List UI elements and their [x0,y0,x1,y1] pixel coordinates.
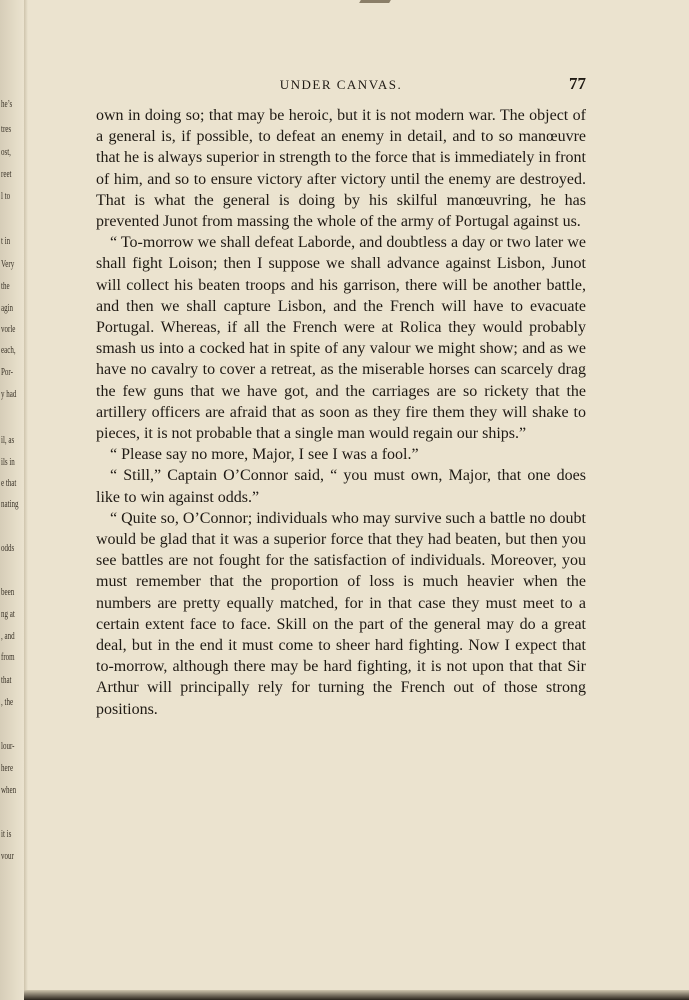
margin-fragment: the [1,281,10,292]
margin-fragment: that [1,675,12,686]
margin-fragment: ost, [1,147,11,158]
margin-fragment: Very [1,259,15,270]
margin-fragment: odds [1,543,15,554]
margin-fragment: he’s [1,99,13,110]
margin-fragment: when [1,785,17,796]
page-header [96,74,586,94]
margin-fragment: each, [1,345,16,356]
margin-fragment: , the [1,697,14,708]
top-edge-mark [359,0,391,3]
margin-fragment: y had [1,389,17,400]
margin-fragment: been [1,587,15,598]
margin-fragment: agin [1,303,14,314]
margin-fragment: reet [1,169,12,180]
page-bottom-edge [24,990,689,1000]
margin-fragment: e that [1,478,17,489]
page-fold-shadow [24,0,28,1000]
facing-page-text-fragments [0,0,24,1000]
page-number: 77 [569,74,586,93]
margin-fragment: , and [1,631,15,642]
running-head: UNDER CANVAS. [279,77,403,92]
margin-fragment: Por- [1,367,13,378]
body-text [96,105,586,720]
margin-fragment: vour [1,851,14,862]
paragraph: “ Still,” Captain O’Connor said, “ you must own, Major, that one does like to win against odds.” [96,467,586,506]
paragraph: “ To-morrow we shall defeat Laborde, and doubtless a day or two later we shall fight Loison; then I suppose we shall advance against Lisbon, Junot will collect his beaten troops and his garrison, there will be another battle, and then we shall capture Lisbon, and the French will have to evacuate Portugal. Whereas, if all the French were at Rolica they would probably smash us into a cocked hat in spite of any valour we might show; and as we have no cavalry to cover a retreat, as the miserable horses can scarcely drag the few guns that we have got, and the carriages are so rickety that the artillery officers are afraid that as soon as they fire them they will shake to pieces, it is not probable that a single man would regain our ships.” [96,234,586,443]
margin-fragment: here [1,763,14,774]
margin-fragment: from [1,652,15,663]
margin-fragment: lour- [1,741,15,752]
paragraph: “ Please say no more, Major, I see I was a fool.” [110,446,419,464]
margin-fragment: ng at [1,609,15,620]
margin-fragment: l to [1,191,11,202]
paragraph: own in doing so; that may be heroic, but it is not modern war. The object of a general is, if possible, to defeat an enemy in detail, and to so manœuvre that he is always superior in strength to the force that is immediately in front of him, and so to ensure victory after victory until the enemy are destroyed. That is what the general is doing by his skilful manœuvring, he has prevented Junot from massing the whole of the army of Portugal against us. [96,107,586,231]
margin-fragment: t in [1,236,11,247]
margin-fragment: nating [1,499,19,510]
margin-fragment: ils in [1,457,15,468]
paragraph: “ Quite so, O’Connor; individuals who may survive such a battle no doubt would be glad that it was a superior force that they had beaten, but then you see battles are not fought for the satisfaction of individuals. Moreover, you must remember that the proportion of loss is much heavier when the numbers are pretty equally matched, for in that case they must meet to a certain extent face to face. Skill on the part of the general may do a great deal, but in the end it must come to sheer hard fighting. Now I expect that to-morrow, although there may be hard fighting, it is not upon that that Sir Arthur will principally rely for turning the French out of those strong positions. [96,509,586,718]
margin-fragment: vorle [1,324,16,335]
margin-fragment: it is [1,829,12,840]
margin-fragment: tres [1,124,12,135]
margin-fragment: il, as [1,435,15,446]
